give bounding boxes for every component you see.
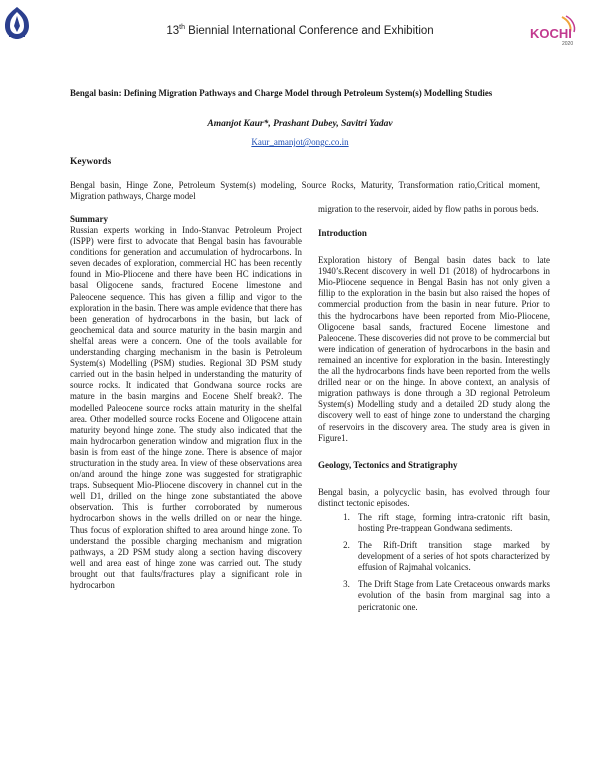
introduction-text: Exploration history of Bengal basin dates back to late 1940’s.Recent discovery in well D1 (2018) of hydrocarbons in Mio-Pliocene sequence in Bengal Basin has not only given a fillip to the exploration in the basin but also raised the hopes of commercial production from the basin in near future. Prior to this the hydrocarbons have been reported from Mio-Pliocene, Oligocene basal sands, fractured Eocene limestone and Paleocene. These discoveries did not prove to be commercial but were indication of generation of hydrocarbons in the basin and remained an incentive for exploration in the basin. Interestingly the all the hydrocarbons finds have been reported from the wells drilled near or on the hinge. In above context, an analysis of migration pathways is done through a 3D regional Petroleum System(s) Modelling study and a detailed 2D study along the discovery well to east of hinge zone to understand the charging of reservoirs in the discovery area. The study area is given in Figure1. (318, 255, 550, 443)
left-column (70, 214, 302, 591)
list-item: 3. The Drift Stage from Late Cretaceous onwards marks evolution of the basin from marginal sag into a pericratonic one. (352, 579, 550, 612)
summary-text: Russian experts working in Indo-Stanvac Petroleum Project (ISPP) were first to advocate that Bengal basin has favourable conditions for generation and accumulation of hydrocarbons. In seven decades of exploration, commercial HC has been recently found in Mio-Pliocene and there have been HC indications in basal Oligocene sands, fractured Eocene limestone and Paleocene sequence. This has given a fillip and vigor to the exploration in the basin. There was ample evidence that there has been generation of hydrocarbons in the basin, but lack of geochemical data and source maturity in the basin margin and shelfal areas were a concern. One of the tools available for understanding charging mechanism in the basin is Petroleum System(s) Modelling (PSM) studies. Regional 3D PSM study carried out in the basin helped in understanding the maturity of source rocks. It indicated that Gondwana source rocks are mature in the basin margins and Eocene Shelf break?. The modelled Paleocene source rocks attain maturity in the shelfal area. Other modelled source rocks Eocene and Oligocene attain maturity beyond hinge zone. The study also indicated that the main hydrocarbon generation window and migration flux in the basin is from east of the hinge zone. There is absence of major structuration in the study area. In view of these observations area on/and around the hinge zone was suggested for stratigraphic traps. Subsequent Mio-Pliocene discovery in channel cut in the well D1, drilled on the hinge zone substantiated the above observation. This is further corroborated by numerous hydrocarbon shows in the wells drilled on or near the hinge. Thus focus of exploration shifted to area around hinge zone. To understand the possible charging mechanism and migration pathways, a 2D PSM study along a section having discovery well and area east of hinge zone was carried out. The study brought out that faults/fractures play a significant role in hydrocarbon (70, 225, 302, 590)
conference-header: 13th Biennial International Conference and Exhibition (166, 24, 434, 37)
tectonic-stages-list (318, 512, 550, 613)
paper-authors: Amanjot Kaur*, Prashant Dubey, Savitri Yadav (207, 119, 393, 129)
keywords-heading: Keywords (70, 157, 112, 167)
keywords-text: Bengal basin, Hinge Zone, Petroleum System(s) modeling, Source Rocks, Maturity, Transformation ratio,Critical moment, Migration pathways, Charge model (70, 180, 540, 201)
kochi-event-logo (528, 14, 588, 48)
author-email-link[interactable]: Kaur_amanjot@ongc.co.in (251, 137, 349, 147)
right-column (318, 204, 550, 619)
kochi-logo-year: 2020 (562, 41, 574, 47)
introduction-heading: Introduction (318, 228, 367, 239)
kochi-logo-text: KOCHI (530, 26, 572, 41)
geology-text: Bengal basin, a polycyclic basin, has evolved through four distinct tectonic episodes. (318, 486, 550, 508)
summary-heading: Summary (70, 214, 108, 224)
list-item: 2. The Rift-Drift transition stage marked by development of a series of hot spots characterized by effusion of Rajmahal volcanics. (352, 540, 550, 573)
paper-title: Bengal basin: Defining Migration Pathways and Charge Model through Petroleum System(s) Modelling Studies (70, 88, 493, 98)
summary-continued-text: migration to the reservoir, aided by flow paths in porous beds. (318, 204, 539, 214)
geology-heading: Geology, Tectonics and Stratigraphy (318, 459, 458, 470)
list-item: 1. The rift stage, forming intra-cratonic rift basin, hosting Pre-trappean Gondwana sediments. (352, 512, 550, 534)
